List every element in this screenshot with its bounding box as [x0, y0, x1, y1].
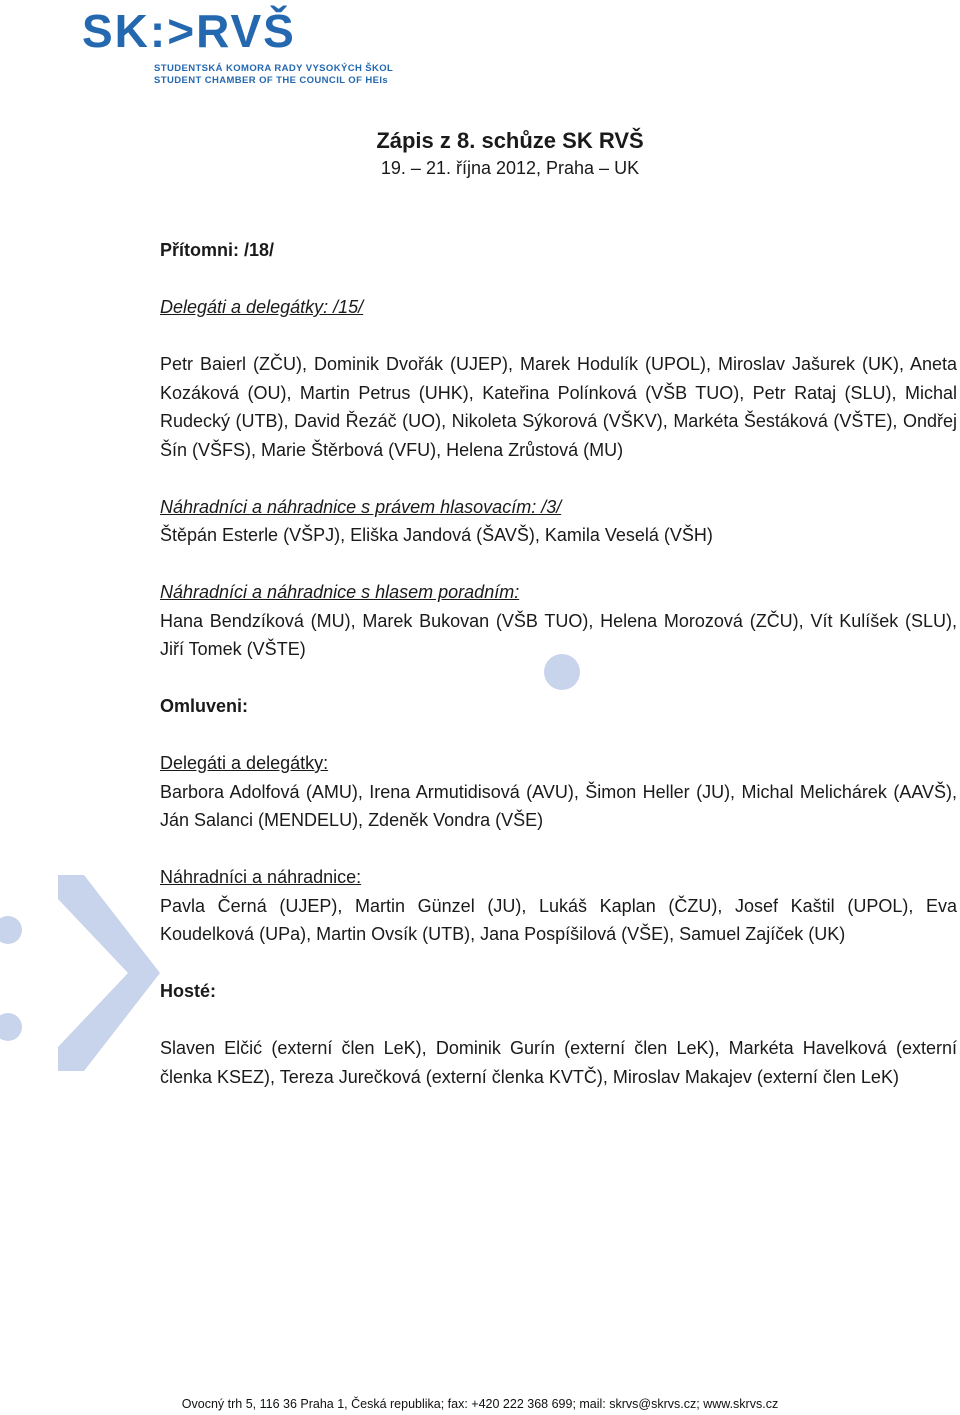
document-body — [160, 236, 957, 1091]
excused-heading: Omluveni: — [160, 696, 249, 716]
excused-delegates-list: Barbora Adolfová (AMU), Irena Armutidisová (AVU), Šimon Heller (JU), Michal Melichárek (AAVŠ), Ján Salanci (MENDELU), Zdeněk Vondra (VŠE) — [160, 781, 957, 830]
logo-subtitle-cz: STUDENTSKÁ KOMORA RADY VYSOKÝCH ŠKOL — [154, 63, 394, 74]
guests-heading: Hosté: — [160, 981, 217, 1001]
document-subtitle: 19. – 21. října 2012, Praha – UK — [380, 158, 640, 178]
logo-subtitle-en: STUDENT CHAMBER OF THE COUNCIL OF HEIs — [154, 75, 389, 86]
substitutes-advisory-list: Hana Bendzíková (MU), Marek Bukovan (VŠB TUO), Helena Morozová (ZČU), Vít Kulíšek (SLU), Jiří Tomek (VŠTE) — [160, 610, 957, 659]
logo-wordmark: SK:>RVŠ — [82, 5, 296, 57]
logo — [82, 5, 394, 87]
footer-address: Ovocný trh 5, 116 36 Praha 1, Česká republika; fax: +420 222 368 699; mail: skrvs@skrvs.cz; www.skrvs.cz — [181, 1397, 779, 1411]
substitutes-vote-heading: Náhradníci a náhradnice s právem hlasovacím: /3/ — [160, 496, 562, 517]
guests-list: Slaven Elčić (externí člen LeK), Dominik Gurín (externí člen LeK), Markéta Havelková (externí členka KSEZ), Tereza Jurečková (externí členka KVTČ), Miroslav Makajev (externí člen LeK) — [160, 1038, 957, 1087]
document-title: Zápis z 8. schůze SK RVŠ — [376, 128, 644, 153]
excused-substitutes-heading: Náhradníci a náhradnice: — [160, 867, 362, 887]
present-heading: Přítomni: /18/ — [160, 240, 275, 260]
delegates-list: Petr Baierl (ZČU), Dominik Dvořák (UJEP), Marek Hodulík (UPOL), Miroslav Jašurek (UK), Aneta Kozáková (OU), Martin Petrus (UHK), Kateřina Polínková (VŠB TUO), Petr Rataj (SLU), Michal Rudecký (UTB), David Řezáč (UO), Nikoleta Sýkorová (VŠKV), Markéta Šestáková (VŠTE), Ondřej Šín (VŠFS), Marie Štěrbová (VFU), Helena Zrůstová (MU) — [160, 354, 957, 460]
substitutes-advisory-heading: Náhradníci a náhradnice s hlasem poradním: — [160, 582, 520, 602]
decorative-chevron-icon — [0, 875, 170, 1075]
delegates-heading: Delegáti a delegátky: /15/ — [160, 297, 364, 317]
substitutes-vote-list: Štěpán Esterle (VŠPJ), Eliška Jandová (ŠAVŠ), Kamila Veselá (VŠH) — [160, 525, 713, 545]
excused-substitutes-list: Pavla Černá (UJEP), Martin Günzel (JU), Lukáš Kaplan (ČZU), Josef Kaštil (UPOL), Eva Koudelková (UPa), Martin Ovsík (UTB), Jana Pospíšilová (VŠE), Samuel Zajíček (UK) — [160, 895, 957, 944]
excused-delegates-heading: Delegáti a delegátky: — [160, 753, 329, 773]
